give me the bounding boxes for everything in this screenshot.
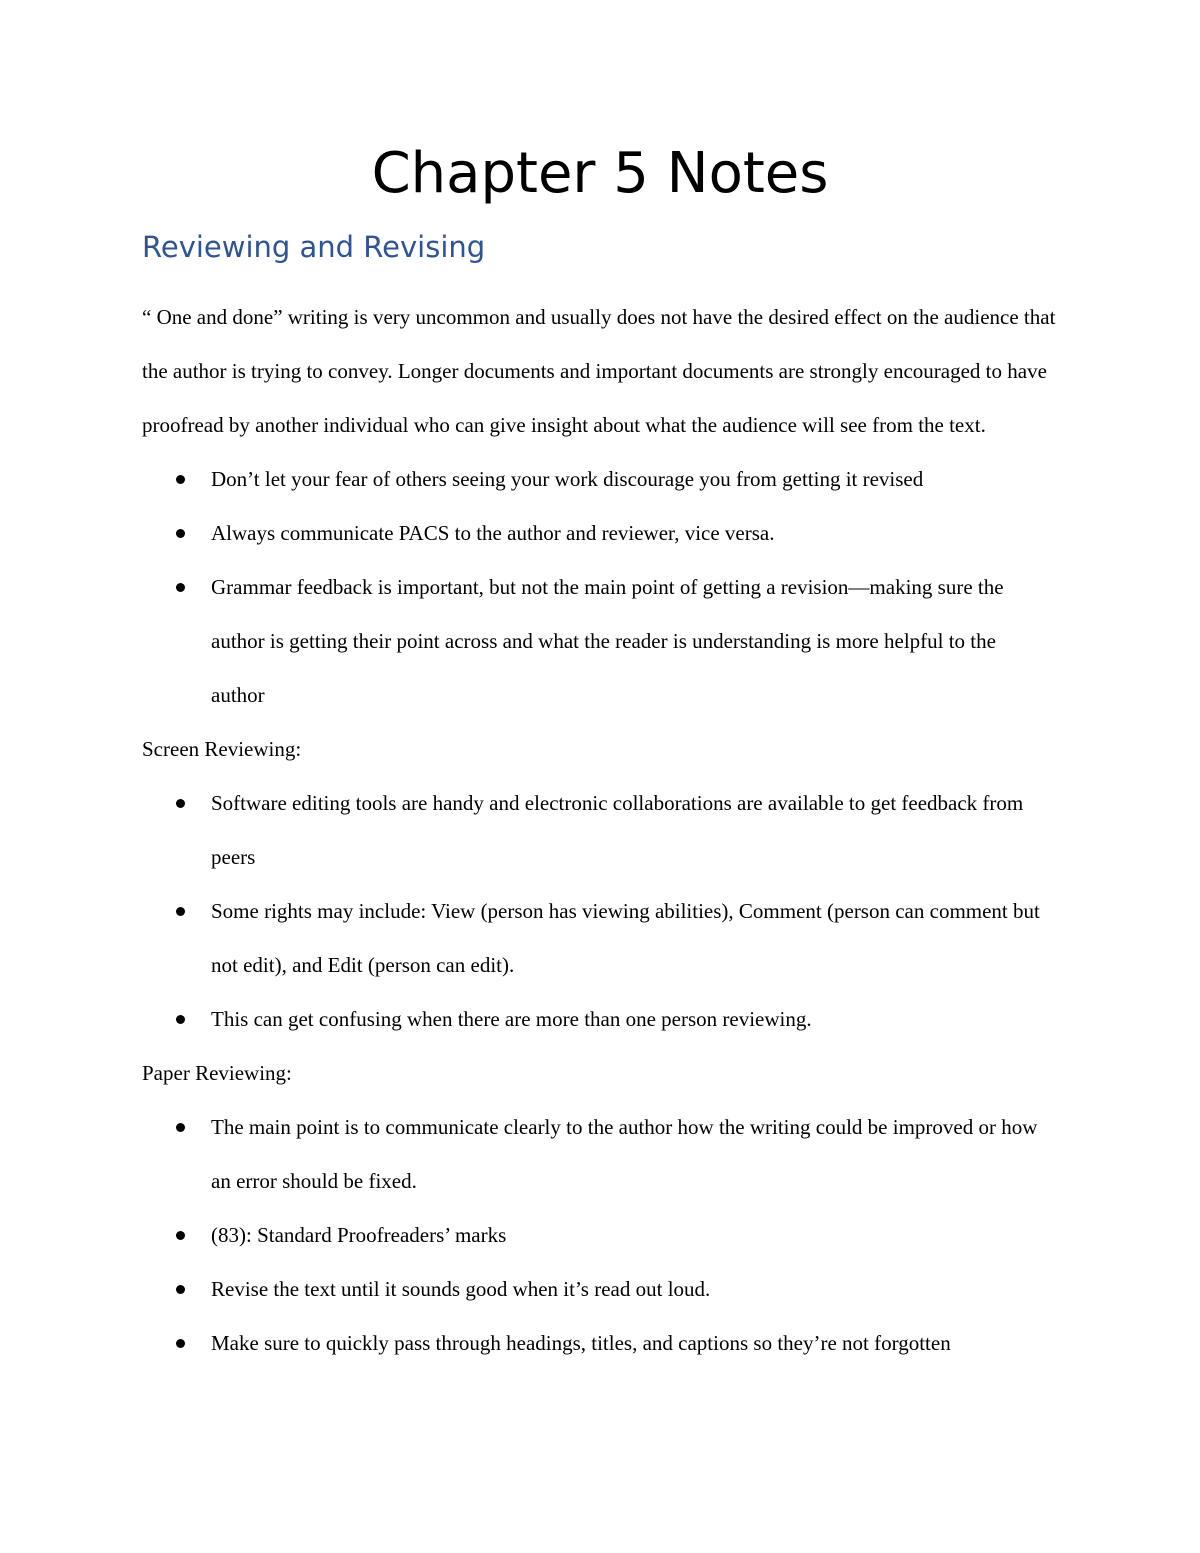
screen-reviewing-label: Screen Reviewing: — [142, 737, 302, 761]
bullet-list-screen — [142, 776, 1072, 1046]
list-item-text: Make sure to quickly pass through headings, titles, and captions so they’re not forgotten — [211, 1331, 951, 1355]
list-item-text: Some rights may include: View (person has viewing abilities), Comment (person can comment but not edit), and Edit (person can edit). — [211, 899, 1040, 977]
bullet-icon — [176, 1339, 185, 1348]
list-item — [142, 1262, 1051, 1316]
list-item — [142, 1208, 1051, 1262]
bullet-icon — [176, 583, 185, 592]
list-item-text: (83): Standard Proofreaders’ marks — [211, 1223, 507, 1247]
list-item — [142, 452, 1051, 506]
list-item-text: Don’t let your fear of others seeing your work discourage you from getting it revised — [211, 467, 924, 491]
intro-paragraph: “ One and done” writing is very uncommon and usually does not have the desired effect on the audience that the author is trying to convey. Longer documents and important documents are strongly encouraged to have proofread by another individual who can give insight about what the audience will see from the text. — [142, 305, 1056, 437]
bullet-icon — [176, 1123, 185, 1132]
bullet-icon — [176, 1015, 185, 1024]
document-body — [142, 290, 1072, 1370]
list-item-text: The main point is to communicate clearly to the author how the writing could be improved or how an error should be fixed. — [211, 1115, 1038, 1193]
bullet-icon — [176, 529, 185, 538]
list-item-text: Always communicate PACS to the author and reviewer, vice versa. — [211, 521, 775, 545]
list-item — [142, 884, 1051, 992]
bullet-list-paper — [142, 1100, 1072, 1370]
bullet-icon — [176, 907, 185, 916]
paper-reviewing-label: Paper Reviewing: — [142, 1061, 292, 1085]
list-item-text: This can get confusing when there are more than one person reviewing. — [211, 1007, 812, 1031]
list-item-text: Revise the text until it sounds good when it’s read out loud. — [211, 1277, 711, 1301]
bullet-icon — [176, 799, 185, 808]
document-title: Chapter 5 Notes — [371, 141, 829, 206]
bullet-list-general — [142, 452, 1072, 722]
list-item-text: Software editing tools are handy and electronic collaborations are available to get feedback from peers — [211, 791, 1024, 869]
bullet-icon — [176, 475, 185, 484]
list-item — [142, 560, 1051, 722]
list-item — [142, 506, 1051, 560]
list-item — [142, 1316, 1051, 1370]
bullet-icon — [176, 1231, 185, 1240]
bullet-icon — [176, 1285, 185, 1294]
list-item — [142, 1100, 1051, 1208]
list-item-text: Grammar feedback is important, but not the main point of getting a revision—making sure the author is getting their point across and what the reader is understanding is more helpful to the author — [211, 575, 1004, 707]
list-item — [142, 992, 1051, 1046]
list-item — [142, 776, 1051, 884]
section-heading: Reviewing and Revising — [142, 230, 486, 264]
